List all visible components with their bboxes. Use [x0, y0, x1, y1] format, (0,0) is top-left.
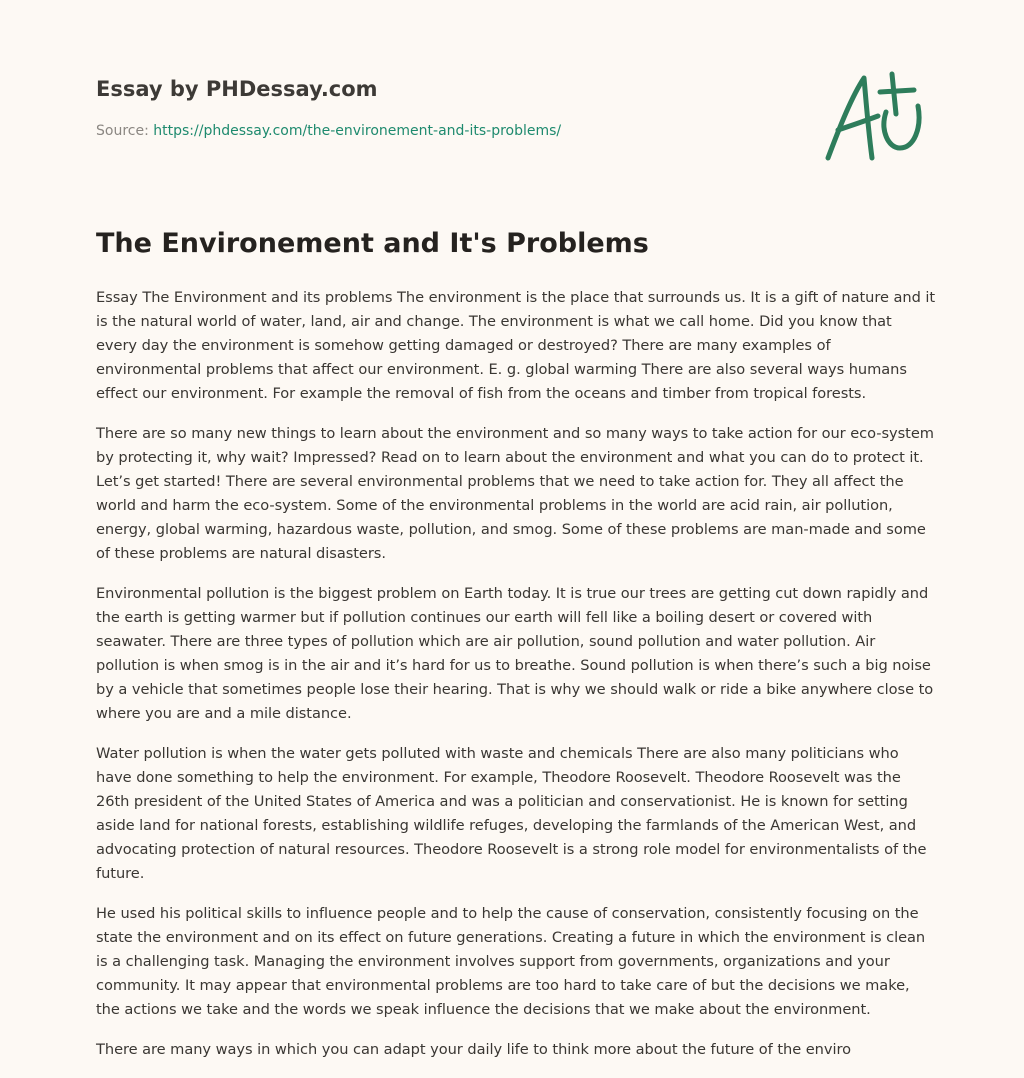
- article-paragraph: There are so many new things to learn about the environment and so many ways to take action for our eco-system by protecting it, why wait? Impressed? Read on to learn about the environment and what you can do to protect it. Let’s get started! There are several environmental problems that we need to take action for. They all affect the world and harm the eco-system. Some of the environmental problems in the world are acid rain, air pollution, energy, global warming, hazardous waste, pollution, and smog. Some of these problems are man-made and some of these problems are natural disasters.: [96, 425, 934, 562]
- article-paragraph: Essay The Environment and its problems The environment is the place that surrounds us. It is a gift of nature and it is the natural world of water, land, air and change. The environment is what we call home. Did you know that every day the environment is somehow getting damaged or destroyed? There are many examples of environmental problems that affect our environment. E. g. global warming There are also several ways humans effect our environment. For example the removal of fish from the oceans and timber from tropical forests.: [96, 289, 936, 402]
- article-paragraph: He used his political skills to influence people and to help the cause of conservation, consistently focusing on the state the environment and on its effect on future generations. Creating a future in which the environment is clean is a challenging task. Managing the environment involves support from governments, organizations and your community. It may appear that environmental problems are too hard to take care of but the decisions we make, the actions we take and the words we speak influence the decisions that we make about the environment.: [96, 905, 926, 1018]
- source-line: [96, 121, 656, 141]
- source-link[interactable]: https://phdessay.com/the-environement-and-its-problems/: [153, 123, 562, 139]
- site-header: [96, 74, 656, 141]
- article-paragraph: Environmental pollution is the biggest problem on Earth today. It is true our trees are getting cut down rapidly and the earth is getting warmer but if pollution continues our earth will fell like a boiling desert or covered with seawater. There are three types of pollution which are air pollution, sound pollution and water pollution. Air pollution is when smog is in the air and it’s hard for us to breathe. Sound pollution is when there’s such a big noise by a vehicle that sometimes people lose their hearing. That is why we should walk or ride a bike anywhere close to where you are and a mile distance.: [96, 585, 934, 722]
- article-paragraph: Water pollution is when the water gets polluted with waste and chemicals There are also many politicians who have done something to help the environment. For example, Theodore Roosevelt. Theodore Roosevelt was the 26th president of the United States of America and was a politician and conservationist. He is known for setting aside land for national forests, establishing wildlife refuges, developing the farmlands of the American West, and advocating protection of natural resources. Theodore Roosevelt is a strong role model for environmentalists of the future.: [96, 745, 927, 882]
- article-title: The Environement and It's Problems: [96, 228, 649, 259]
- a-plus-grade-icon: [818, 66, 930, 166]
- article-body: [96, 286, 936, 1078]
- article-paragraph: There are many ways in which you can adapt your daily life to think more about the future of the enviro: [96, 1041, 851, 1058]
- source-label: Source:: [96, 123, 149, 139]
- site-brand: Essay by PHDessay.com: [96, 77, 378, 101]
